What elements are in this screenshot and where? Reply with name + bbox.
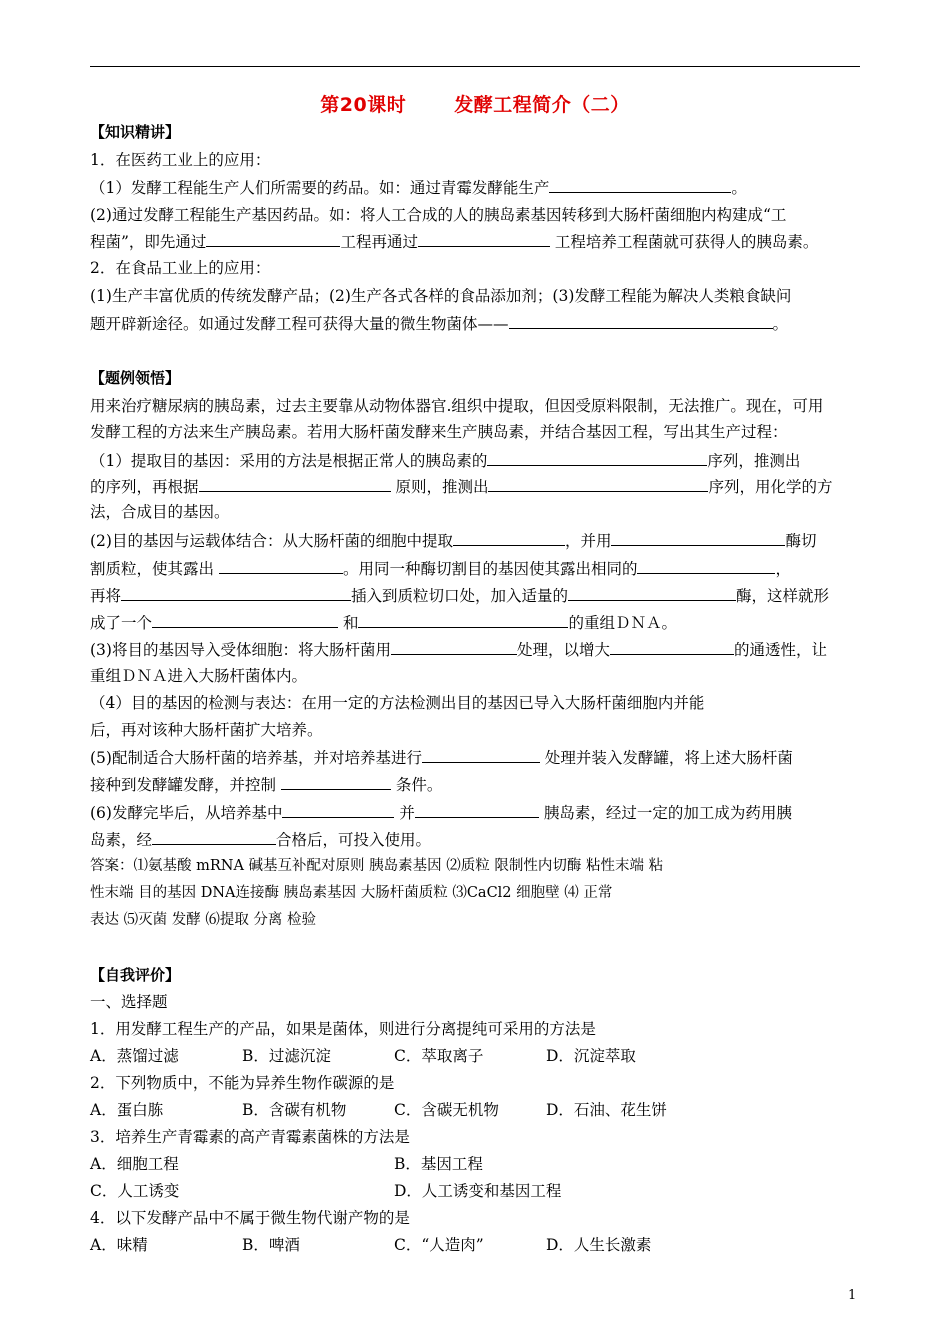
- knowledge-line-7: 题开辟新途径。如通过发酵工程可获得大量的微生物菌体—— 。: [90, 315, 789, 333]
- section-self-eval: 【自我评价】: [90, 966, 181, 984]
- answer-blank[interactable]: [453, 530, 565, 546]
- example-line-9: 成了一个 和 的重组ＤＮＡ。: [90, 614, 677, 632]
- question-2-stem: 2．下列物质中，不能为异养生物作碳源的是: [90, 1074, 395, 1092]
- answer-blank[interactable]: [206, 231, 340, 247]
- option-a[interactable]: A．细胞工程: [90, 1155, 179, 1173]
- answer-blank[interactable]: [282, 802, 394, 818]
- section-example: 【题例领悟】: [90, 369, 181, 387]
- example-line-10: (3)将目的基因导入受体细胞：将大肠杆菌用 处理，以增大 的通透性，让: [90, 641, 827, 659]
- question-3-stem: 3．培养生产青霉素的高产青霉素菌株的方法是: [90, 1128, 410, 1146]
- example-line-7: 割质粒，使其露出 。用同一种酶切割目的基因使其露出相同的 ，: [90, 560, 791, 578]
- option-d[interactable]: D．沉淀萃取: [546, 1047, 636, 1065]
- answer-blank[interactable]: [281, 774, 391, 790]
- option-b[interactable]: B．啤酒: [242, 1236, 300, 1254]
- answer-blank[interactable]: [611, 530, 785, 546]
- option-a[interactable]: A．蛋白胨: [90, 1101, 164, 1119]
- lesson-topic: 发酵工程简介（二）: [454, 94, 630, 116]
- option-b[interactable]: B．基因工程: [394, 1155, 483, 1173]
- answer-blank[interactable]: [610, 639, 734, 655]
- answer-blank[interactable]: [509, 313, 773, 329]
- answer-line-3: 表达 ⑸灭菌 发酵 ⑹提取 分离 检验: [90, 912, 317, 928]
- example-line-15: 接种到发酵罐发酵，并控制 条件。: [90, 776, 443, 794]
- option-a[interactable]: A．味精: [90, 1236, 148, 1254]
- header-rule: [90, 66, 860, 67]
- answer-blank[interactable]: [152, 829, 276, 845]
- option-c[interactable]: C．“人造肉”: [394, 1236, 484, 1254]
- answer-blank[interactable]: [219, 558, 343, 574]
- answer-blank[interactable]: [391, 639, 517, 655]
- example-line-3: （1）提取目的基因：采用的方法是根据正常人的胰岛素的 序列，推测出: [90, 452, 801, 470]
- answer-line-1: 答案：⑴氨基酸 mRNA 碱基互补配对原则 胰岛素基因 ⑵质粒 限制性内切酶 粘性末端 粘: [90, 858, 664, 874]
- lesson-number: 第20课时: [320, 94, 407, 116]
- option-c[interactable]: C．含碳无机物: [394, 1101, 499, 1119]
- option-d[interactable]: D．人工诱变和基因工程: [394, 1182, 562, 1200]
- choice-heading: 一、选择题: [90, 993, 168, 1011]
- answer-blank[interactable]: [121, 585, 351, 601]
- knowledge-line-5: 2．在食品工业上的应用：: [90, 259, 271, 277]
- answer-blank[interactable]: [488, 476, 708, 492]
- option-b[interactable]: B．含碳有机物: [242, 1101, 347, 1119]
- answer-blank[interactable]: [637, 558, 775, 574]
- knowledge-line-1: 1．在医药工业上的应用：: [90, 151, 271, 169]
- answer-blank[interactable]: [568, 585, 736, 601]
- answer-blank[interactable]: [549, 177, 731, 193]
- example-line-13: 后，再对该种大肠杆菌扩大培养。: [90, 721, 323, 739]
- example-line-17: 岛素，经 合格后，可投入使用。: [90, 831, 432, 849]
- knowledge-line-6: (1)生产丰富优质的传统发酵产品；(2)生产各式各样的食品添加剂；(3)发酵工程能为解决人类粮食缺问: [90, 287, 792, 305]
- option-a[interactable]: A．蒸馏过滤: [90, 1047, 179, 1065]
- example-line-8: 再将 插入到质粒切口处，加入适量的 酶，这样就形: [90, 587, 830, 605]
- answer-blank[interactable]: [487, 450, 707, 466]
- example-line-5: 法，合成目的基因。: [90, 503, 230, 521]
- answer-blank[interactable]: [152, 612, 338, 628]
- answer-blank[interactable]: [358, 612, 568, 628]
- page-title: [0, 90, 950, 117]
- example-line-16: (6)发酵完毕后，从培养基中 并 胰岛素，经过一定的加工成为药用胰: [90, 804, 792, 822]
- option-c[interactable]: C．萃取离子: [394, 1047, 484, 1065]
- question-4-stem: 4．以下发酵产品中不属于微生物代谢产物的是: [90, 1209, 410, 1227]
- example-line-2: 发酵工程的方法来生产胰岛素。若用大肠杆菌发酵来生产胰岛素，并结合基因工程，写出其生产过程：: [90, 423, 788, 441]
- knowledge-line-3: (2)通过发酵工程能生产基因药品。如：将人工合成的人的胰岛素基因转移到大肠杆菌细胞内构建成“工: [90, 206, 787, 224]
- example-line-11: 重组ＤＮＡ进入大肠杆菌体内。: [90, 667, 308, 685]
- example-line-1: 用来治疗糖尿病的胰岛素，过去主要靠从动物体器官.组织中提取，但因受原料限制，无法推广。现在，可用: [90, 397, 824, 415]
- answer-blank[interactable]: [422, 747, 540, 763]
- option-b[interactable]: B．过滤沉淀: [242, 1047, 331, 1065]
- answer-blank[interactable]: [418, 231, 550, 247]
- answer-line-2: 性末端 目的基因 DNA连接酶 胰岛素基因 大肠杆菌质粒 ⑶CaCl2 细胞壁 ⑷ 正常: [90, 885, 613, 901]
- section-knowledge: 【知识精讲】: [90, 123, 181, 141]
- example-line-6: (2)目的基因与运载体结合：从大肠杆菌的细胞中提取 ，并用 酶切: [90, 532, 817, 550]
- example-line-4: 的序列，再根据 原则，推测出 序列，用化学的方: [90, 478, 833, 496]
- knowledge-line-4: 程菌”，即先通过 工程再通过 工程培养工程菌就可获得人的胰岛素。: [90, 233, 819, 251]
- example-line-14: (5)配制适合大肠杆菌的培养基，并对培养基进行 处理并装入发酵罐，将上述大肠杆菌: [90, 749, 793, 767]
- question-1-stem: 1．用发酵工程生产的产品，如果是菌体，则进行分离提纯可采用的方法是: [90, 1020, 596, 1038]
- option-d[interactable]: D．人生长激素: [546, 1236, 652, 1254]
- answer-blank[interactable]: [415, 802, 539, 818]
- answer-blank[interactable]: [199, 476, 391, 492]
- option-d[interactable]: D．石油、花生饼: [546, 1101, 667, 1119]
- knowledge-line-2: （1）发酵工程能生产人们所需要的药品。如：通过青霉发酵能生产 。: [90, 179, 747, 197]
- page-number: 1: [848, 1288, 857, 1303]
- option-c[interactable]: C．人工诱变: [90, 1182, 180, 1200]
- example-line-12: （4）目的基因的检测与表达：在用一定的方法检测出目的基因已导入大肠杆菌细胞内并能: [90, 694, 705, 712]
